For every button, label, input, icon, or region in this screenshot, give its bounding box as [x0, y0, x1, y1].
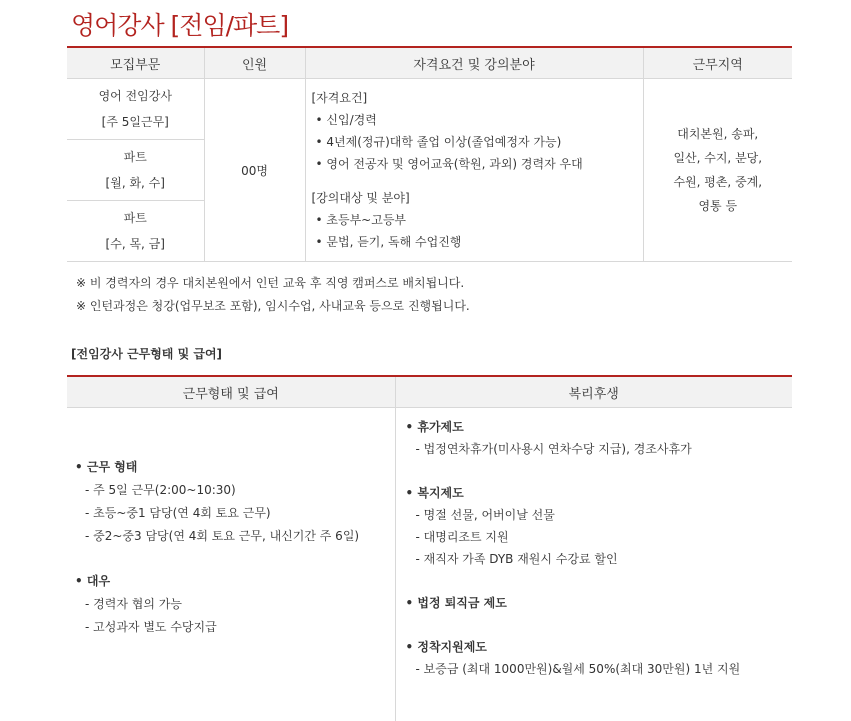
department-schedule: [수, 목, 금]	[67, 231, 204, 257]
department-part-wtf	[67, 201, 204, 262]
department-name: 파트	[67, 144, 204, 170]
recruit-table	[67, 46, 792, 262]
col-header-department: 모집부문	[67, 47, 204, 79]
qualification-cell	[305, 79, 643, 262]
department-name: 영어 전임강사	[67, 83, 204, 109]
list-item: • 영어 전공자 및 영어교육(학원, 과외) 경력자 우대	[312, 153, 643, 175]
list-item: • 문법, 듣기, 독해 수업진행	[312, 231, 643, 253]
department-name: 파트	[67, 205, 204, 231]
region-line: 영통 등	[644, 194, 793, 218]
qualification-heading: [자격요건]	[312, 87, 643, 109]
notes	[76, 272, 470, 318]
region-line: 수원, 평촌, 중계,	[644, 170, 793, 194]
list-item: • 신입/경력	[312, 109, 643, 131]
work-conditions-cell	[67, 408, 395, 721]
list-item: • 4년제(정규)대학 졸업 이상(졸업예정자 가능)	[312, 131, 643, 153]
work-type-heading: • 근무 형태	[75, 456, 395, 479]
recruit-table-header	[67, 47, 792, 79]
settlement-heading: • 정착지원제도	[406, 636, 793, 658]
department-part-mtw	[67, 140, 204, 201]
list-item: - 명절 선물, 어버이날 선물	[406, 504, 793, 526]
welfare-heading: • 복지제도	[406, 482, 793, 504]
list-item: - 대명리조트 지원	[406, 526, 793, 548]
note-line: ※ 비 경력자의 경우 대치본원에서 인턴 교육 후 직영 캠퍼스로 배치됩니다.	[76, 272, 470, 295]
list-item: - 경력자 협의 가능	[75, 593, 395, 616]
col-header-work: 근무형태 및 급여	[67, 376, 395, 408]
table-row	[67, 79, 792, 140]
list-item: - 재직자 가족 DYB 재원시 수강료 할인	[406, 548, 793, 570]
page-title: 영어강사 [전임/파트]	[71, 6, 288, 42]
col-header-region: 근무지역	[643, 47, 792, 79]
col-header-qualification: 자격요건 및 강의분야	[305, 47, 643, 79]
region-line: 일산, 수지, 분당,	[644, 146, 793, 170]
work-table-header	[67, 376, 792, 408]
severance-heading: • 법정 퇴직금 제도	[406, 592, 793, 614]
lecture-heading: [강의대상 및 분야]	[312, 187, 643, 209]
list-item: - 주 5일 근무(2:00~10:30)	[75, 479, 395, 502]
compensation-heading: • 대우	[75, 570, 395, 593]
department-schedule: [주 5일근무]	[67, 109, 204, 135]
list-item: - 보증금 (최대 1000만원)&월세 50%(최대 30만원) 1년 지원	[406, 658, 793, 680]
col-header-headcount: 인원	[204, 47, 305, 79]
work-table	[67, 375, 792, 721]
region-line: 대치본원, 송파,	[644, 122, 793, 146]
region-cell	[643, 79, 792, 262]
note-line: ※ 인턴과정은 청강(업무보조 포함), 임시수업, 사내교육 등으로 진행됩니다.	[76, 295, 470, 318]
vacation-heading: • 휴가제도	[406, 416, 793, 438]
headcount: 00명	[204, 79, 305, 262]
department-schedule: [월, 화, 수]	[67, 170, 204, 196]
list-item: - 중2~중3 담당(연 4회 토요 근무, 내신기간 주 6일)	[75, 525, 395, 548]
table-row	[67, 408, 792, 721]
list-item: - 법정연차휴가(미사용시 연차수당 지급), 경조사휴가	[406, 438, 793, 460]
section-title: [전임강사 근무형태 및 급여]	[71, 345, 222, 362]
col-header-benefits: 복리후생	[395, 376, 792, 408]
list-item: - 초등~중1 담당(연 4회 토요 근무)	[75, 502, 395, 525]
benefits-cell	[395, 408, 792, 721]
list-item: • 초등부~고등부	[312, 209, 643, 231]
list-item: - 고성과자 별도 수당지급	[75, 616, 395, 639]
department-fulltime	[67, 79, 204, 140]
